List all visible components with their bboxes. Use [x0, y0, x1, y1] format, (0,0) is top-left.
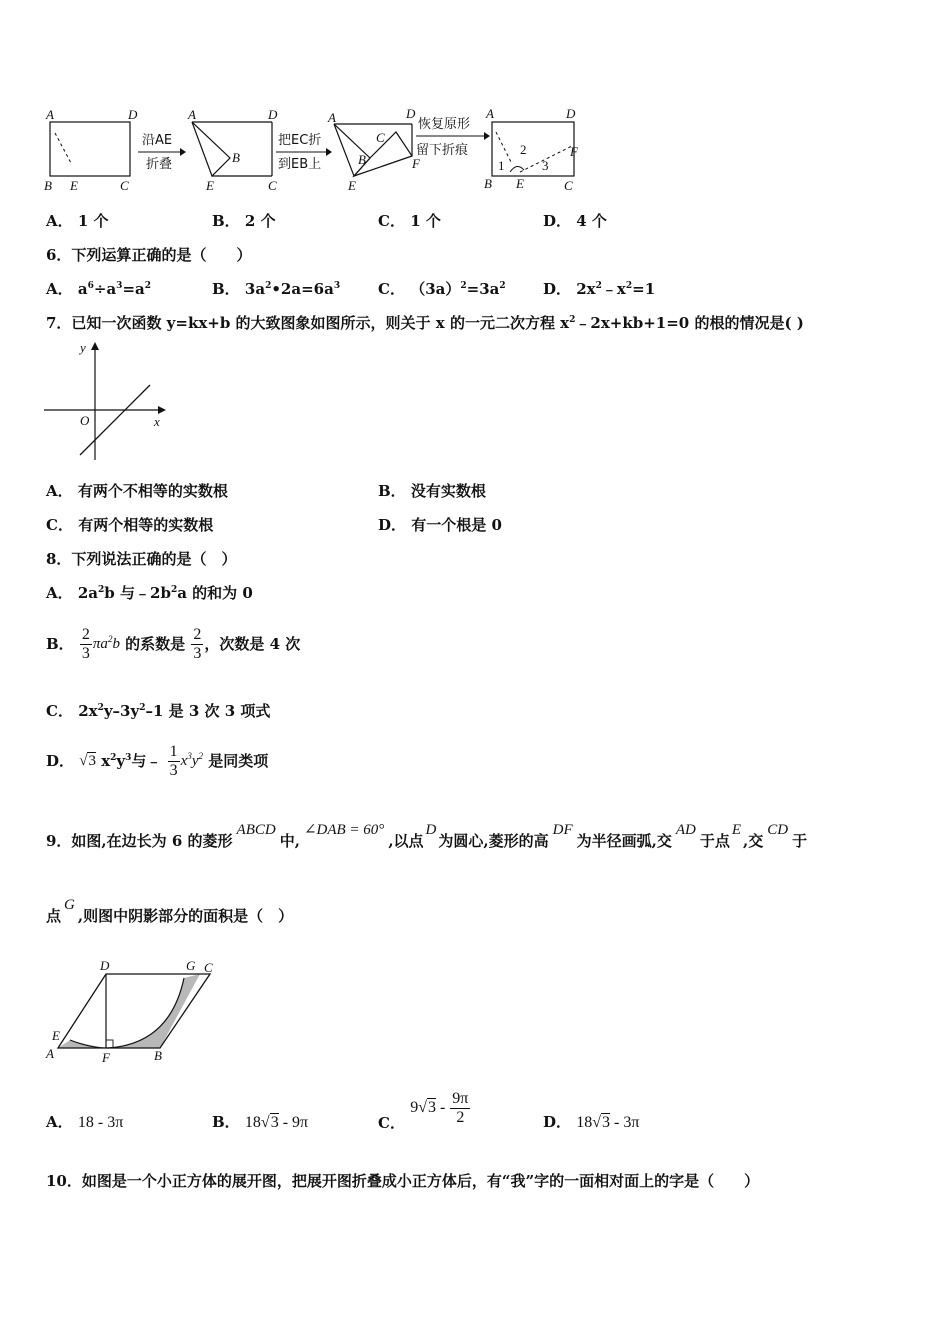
q5-arrow3-top: 恢复原形: [418, 117, 471, 132]
q9-stem-line1: 9．如图,在边长为 6 的菱形ABCD中,∠DAB = 60°,以点D为圆心,菱形的高DF为半径画弧,交AD于点E,交CD于: [46, 822, 808, 850]
q9-label-c: C: [204, 960, 213, 975]
q9-stem-line2: 点G,则图中阴影部分的面积是（ ）: [46, 897, 294, 925]
q5-arrow2-head: [326, 148, 332, 156]
q5-p4-label-f: F: [570, 144, 578, 159]
q7-option-d[interactable]: D． 有一个根是 0: [378, 516, 502, 534]
q5-arrow3-bottom: 留下折痕: [416, 143, 469, 158]
q5-arrow1-top: 沿AE: [142, 133, 173, 148]
q8-b-fraction: $\frac{2}{3}$: [81, 625, 90, 662]
q5-arrow2-top: 把EC折: [278, 133, 322, 148]
q5-p3-label-f: F: [412, 156, 420, 171]
q6-stem: 6．下列运算正确的是（ ）: [46, 246, 252, 264]
q5-p1-label-c: C: [120, 178, 129, 193]
q6-option-b[interactable]: B． $3a^2•2a=6a^3$: [212, 280, 341, 298]
q9-option-b[interactable]: B． 18√3 - 9π: [212, 1113, 309, 1131]
q5-arrow3-head: [484, 132, 490, 140]
q9-shade-right: [108, 974, 200, 1048]
q5-p4-label-c: C: [564, 178, 573, 193]
q9-option-c[interactable]: C． 9√3 - $\frac{9\pi}{2}$: [378, 1089, 469, 1132]
q7-label-o: O: [80, 413, 90, 428]
q5-p4-label-3: 3: [542, 158, 549, 173]
q5-p2-label-e: E: [206, 178, 214, 193]
q5-arrow2-bottom: 到EB上: [278, 157, 322, 172]
q9-label-a: A: [46, 1046, 54, 1061]
q8-d-sqrt: √3: [79, 753, 96, 769]
q7-label-x: x: [154, 414, 160, 429]
q5-p1-label-a: A: [46, 107, 54, 122]
q5-p2-label-d: D: [268, 107, 278, 122]
q9-label-g: G: [186, 958, 196, 973]
q5-p4-label-1: 1: [498, 158, 505, 173]
q5-p3-label-a: A: [328, 110, 336, 125]
q9-label-b: B: [154, 1048, 162, 1063]
q6-option-a[interactable]: A． $a^6\div a^3=a^2$: [46, 280, 151, 298]
q5-folding-figure: [40, 102, 600, 198]
q5-p1-label-b: B: [44, 178, 52, 193]
q8-b-fraction2: $\frac{2}{3}$: [193, 625, 202, 662]
q5-p2-label-c: C: [268, 178, 277, 193]
q5-p3-label-b: B: [358, 152, 366, 167]
q5-option-b[interactable]: B． 2 个: [212, 212, 276, 230]
q9-c-fraction: $\frac{9\pi}{2}$: [452, 1089, 469, 1126]
q6-option-c[interactable]: C． $(3a)^2=3a^2$: [378, 280, 506, 298]
q10-stem: 10．如图是一个小正方体的展开图，把展开图折叠成小正方体后，有“我”字的一面相对面上的字是（ ）: [46, 1172, 760, 1190]
q9-rhombus-figure: [40, 958, 230, 1068]
q8-option-c[interactable]: C． $2x^2y-3y^2-1$ 是 3 次 3 项式: [46, 702, 271, 720]
q5-p2-label-a: A: [188, 107, 196, 122]
q5-panel1-dashed-line: [55, 133, 71, 163]
q7-option-b[interactable]: B． 没有实数根: [378, 482, 486, 500]
q5-panel2-folded: [192, 122, 230, 176]
q5-p4-label-d: D: [566, 106, 576, 121]
q8-option-d[interactable]: D． √3 $x^2y^3$与﹣ $\frac{1}{3}$ $x^3y^2$ 是同类项: [46, 742, 269, 779]
q5-p3-label-c: C: [376, 130, 385, 145]
q5-panel1-rect: [50, 122, 130, 176]
q9-option-d[interactable]: D． 18√3 - 3π: [543, 1113, 640, 1131]
q5-arrow1-bottom: 折叠: [146, 157, 173, 172]
q9-option-a[interactable]: A． 18 - 3π: [46, 1113, 124, 1131]
q9-label-f: F: [102, 1050, 110, 1065]
q7-linear-graph: [40, 340, 170, 465]
q5-p4-label-a: A: [486, 106, 494, 121]
q5-p4-label-b: B: [484, 176, 492, 191]
q5-arrow1-head: [180, 148, 186, 156]
q9-label-e: E: [52, 1028, 60, 1043]
q8-stem: 8．下列说法正确的是（ ）: [46, 550, 237, 568]
q7-option-c[interactable]: C． 有两个相等的实数根: [46, 516, 214, 534]
q5-p4-label-2: 2: [520, 142, 527, 157]
q5-p2-label-b: B: [232, 150, 240, 165]
q5-p3-label-d: D: [406, 106, 416, 121]
q7-line-kx-b: [80, 385, 150, 455]
q5-p4-label-e: E: [516, 176, 524, 191]
q8-option-b[interactable]: B． $\frac{2}{3}$ $\pi a^2b$ 的系数是 $\frac{2}{3}$ ，次数是 4 次: [46, 625, 301, 662]
q9-label-d: D: [100, 958, 110, 973]
q5-p3-label-e: E: [348, 178, 356, 193]
q5-option-c[interactable]: C． 1 个: [378, 212, 441, 230]
q7-stem: 7．已知一次函数 y=kx+b 的大致图象如图所示，则关于 x 的一元二次方程 $x^2﹣2x+kb+1=0$ 的根的情况是( ): [46, 314, 804, 332]
q5-option-a[interactable]: A． 1 个: [46, 212, 109, 230]
q8-d-fraction: $\frac{1}{3}$: [169, 742, 178, 779]
q5-p1-label-e: E: [70, 178, 78, 193]
q7-label-y: y: [80, 340, 86, 355]
q5-option-d[interactable]: D． 4 个: [543, 212, 607, 230]
q8-option-a[interactable]: A． $2a^2b$ 与$﹣2b^2a$ 的和为 0: [46, 584, 253, 602]
q7-option-a[interactable]: A． 有两个不相等的实数根: [46, 482, 228, 500]
q6-option-d[interactable]: D． $2x^2﹣x^2=1$: [543, 280, 656, 298]
q5-p1-label-d: D: [128, 107, 138, 122]
